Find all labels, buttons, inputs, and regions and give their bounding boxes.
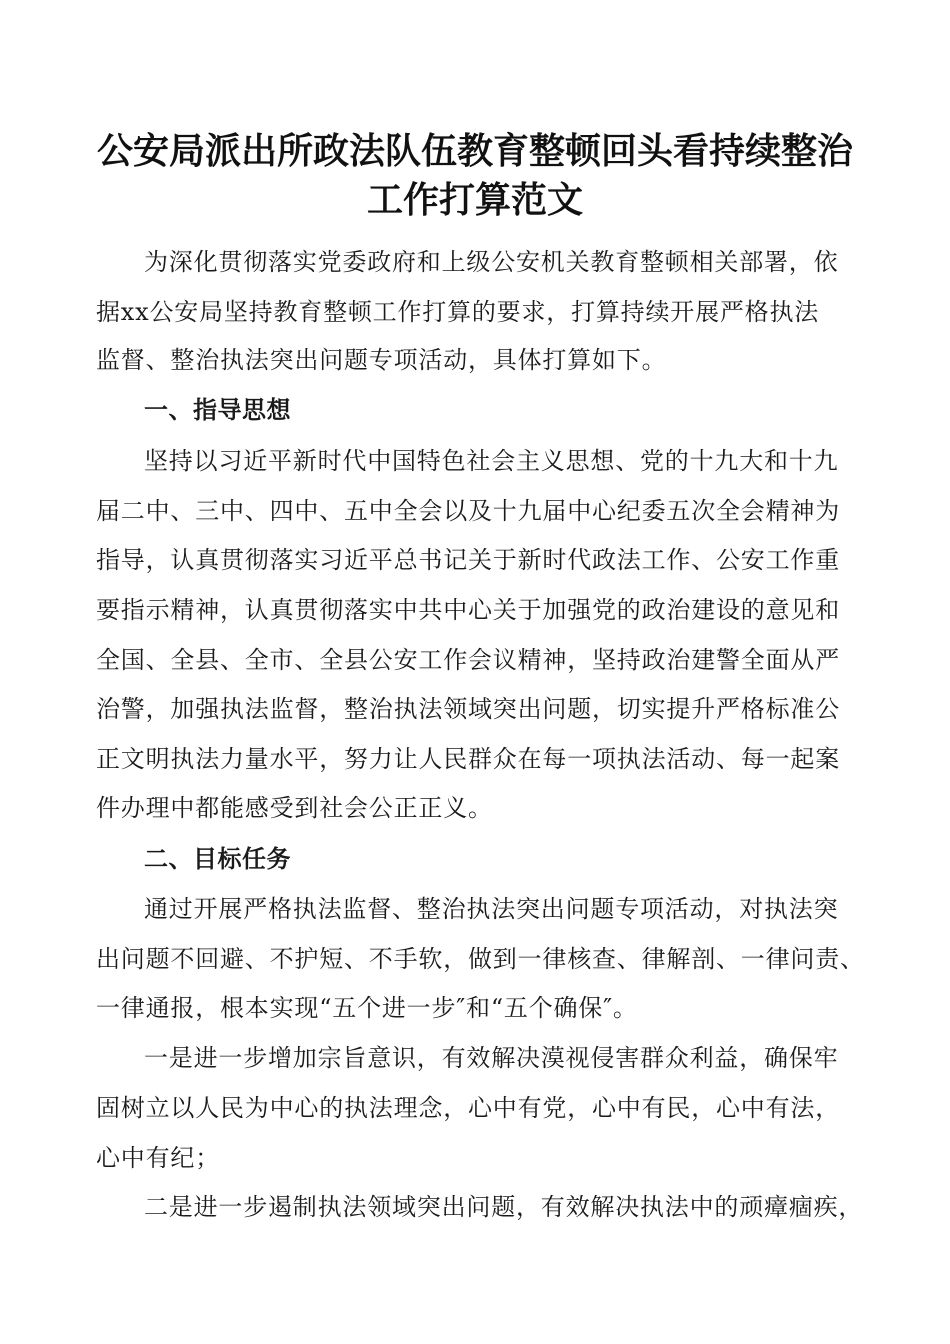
guiding-paragraph-line: 坚持以习近平新时代中国特色社会主义思想、党的十九大和十九	[144, 447, 839, 475]
objectives-paragraph-line: 出问题不回避、不护短、不手软，做到一律核查、律解剖、一律问责、	[96, 945, 865, 973]
guiding-paragraph-line: 件办理中都能感受到社会公正正义。	[96, 794, 493, 822]
intro-paragraph-line: 据xx公安局坚持教育整顿工作打算的要求，打算持续开展严格执法	[96, 298, 820, 326]
item-one-paragraph-line: 心中有纪；	[96, 1144, 220, 1172]
guiding-paragraph-line: 指导，认真贯彻落实习近平总书记关于新时代政法工作、公安工作重	[96, 546, 840, 574]
guiding-paragraph-line: 全国、全县、全市、全县公安工作会议精神，坚持政治建警全面从严	[96, 646, 840, 674]
guiding-paragraph-line: 要指示精神，认真贯彻落实中共中心关于加强党的政治建设的意见和	[96, 596, 840, 624]
item-one-paragraph-line: 固树立以人民为中心的执法理念，心中有党，心中有民，心中有法，	[96, 1094, 840, 1122]
item-two-paragraph-line: 二是进一步遏制执法领域突出问题，有效解决执法中的顽瘴痼疾，	[144, 1193, 864, 1221]
guiding-paragraph-line: 治警，加强执法监督，整治执法领域突出问题，切实提升严格标准公	[96, 695, 840, 723]
objectives-paragraph-line: 通过开展严格执法监督、整治执法突出问题专项活动，对执法突	[144, 895, 839, 923]
document-title-line-2: 工作打算范文	[366, 180, 583, 221]
objectives-paragraph-line: 一律通报，根本实现“五个进一步″和“五个确保″。	[96, 994, 638, 1022]
intro-paragraph-line: 为深化贯彻落实党委政府和上级公安机关教育整顿相关部署，依	[144, 248, 839, 276]
section-heading-objectives: 二、目标任务	[144, 845, 291, 873]
guiding-paragraph-line: 届二中、三中、四中、五中全会以及十九届中心纪委五次全会精神为	[96, 497, 840, 525]
intro-paragraph-line: 监督、整治执法突出问题专项活动，具体打算如下。	[96, 346, 667, 374]
document-title-line-1: 公安局派出所政法队伍教育整顿回头看持续整治	[96, 131, 853, 172]
section-heading-guiding-ideology: 一、指导思想	[144, 396, 291, 424]
item-one-paragraph-line: 一是进一步增加宗旨意识，有效解决漠视侵害群众利益，确保牢	[144, 1044, 839, 1072]
guiding-paragraph-line: 正文明执法力量水平，努力让人民群众在每一项执法活动、每一起案	[96, 745, 840, 773]
